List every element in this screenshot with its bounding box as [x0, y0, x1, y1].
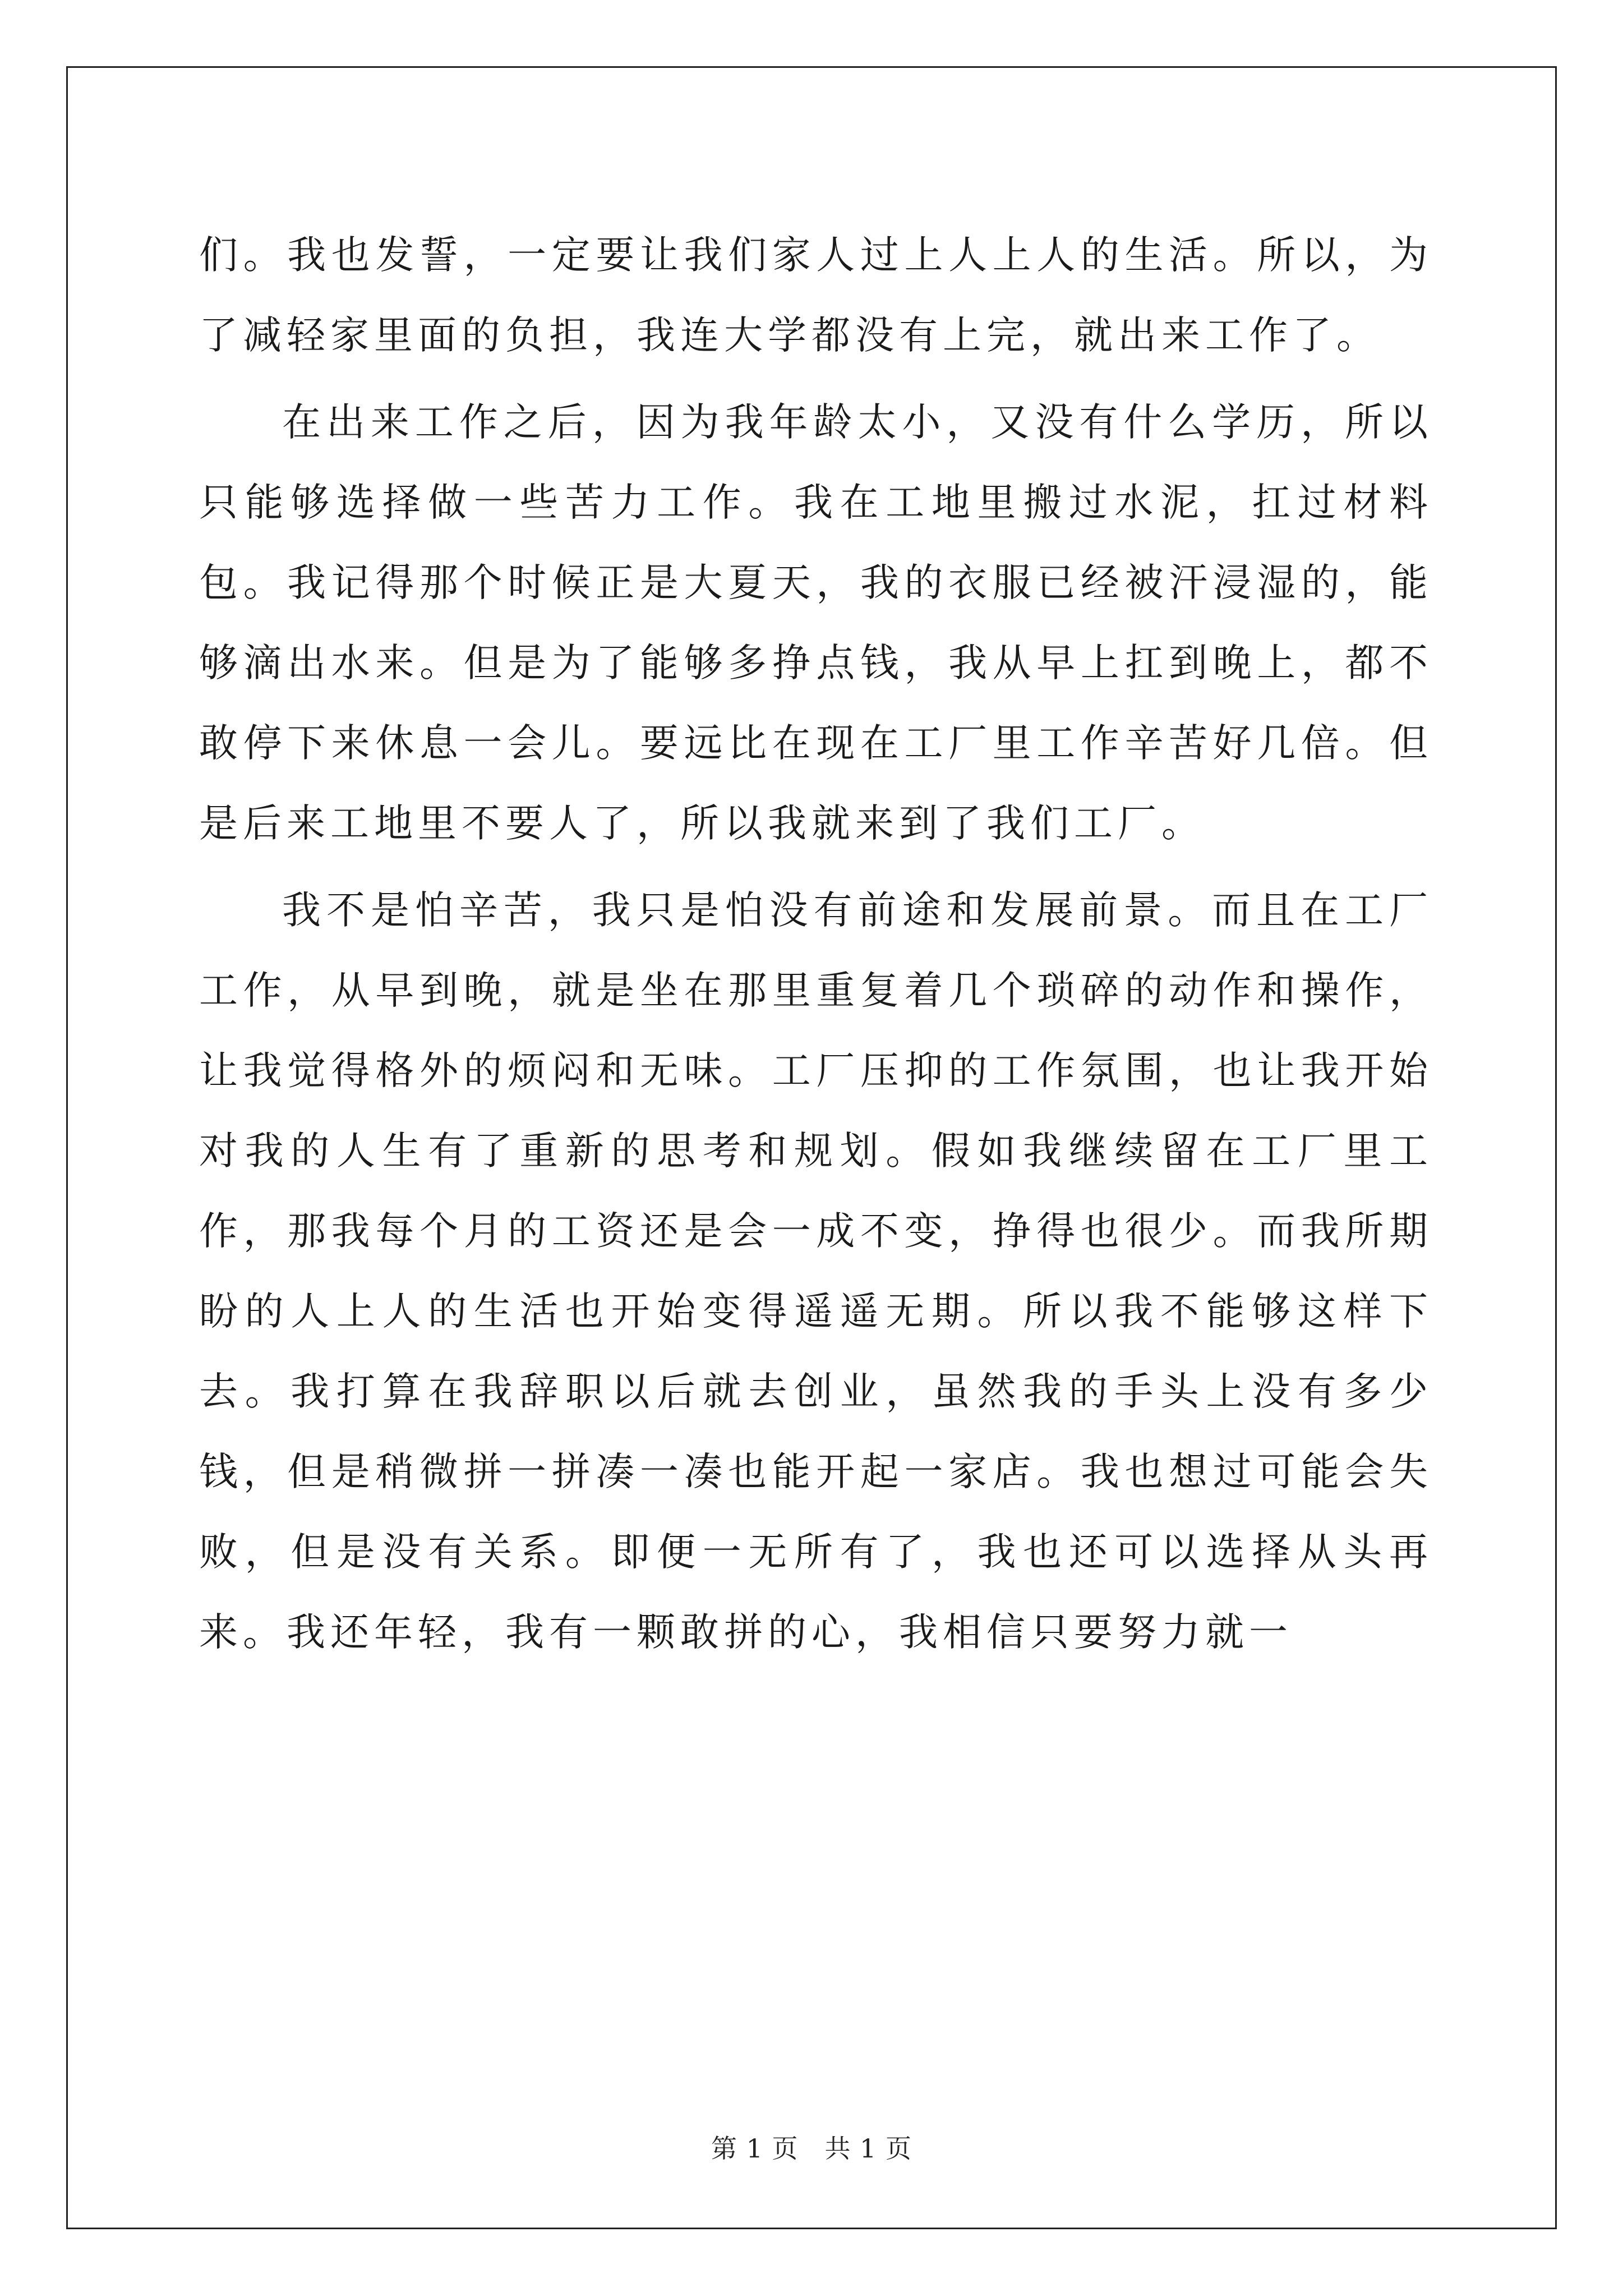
- page-footer: [0, 2128, 1623, 2165]
- paragraph-1: 们。我也发誓，一定要让我们家人过上人上人的生活。所以，为了减轻家里面的负担，我连大学都没有上完，就出来工作了。: [199, 233, 1433, 358]
- page-total: 共 1 页: [824, 2133, 912, 2164]
- document-body: [199, 215, 1433, 1680]
- page-number: 第 1 页: [711, 2133, 799, 2164]
- paragraph-3: 我不是怕辛苦，我只是怕没有前途和发展前景。而且在工厂工作，从早到晚，就是坐在那里重复着几个琐碎的动作和操作，让我觉得格外的烦闷和无味。工厂压抑的工作氛围，也让我开始对我的人生有了重新的思考和规划。假如我继续留在工厂里工作，那我每个月的工资还是会一成不变，挣得也很少。而我所期盼的人上人的生活也开始变得遥遥无期。所以我不能够这样下去。我打算在我辞职以后就去创业，虽然我的手头上没有多少钱，但是稍微拼一拼凑一凑也能开起一家店。我也想过可能会失败，但是没有关系。即便一无所有了，我也还可以选择从头再来。我还年轻，我有一颗敢拼的心，我相信只要努力就一: [199, 888, 1433, 1655]
- paragraph-2: 在出来工作之后，因为我年龄太小，又没有什么学历，所以只能够选择做一些苦力工作。我在工地里搬过水泥，扛过材料包。我记得那个时候正是大夏天，我的衣服已经被汗浸湿的，能够滴出水来。但是为了能够多挣点钱，我从早上扛到晚上，都不敢停下来休息一会儿。要远比在现在工厂里工作辛苦好几倍。但是后来工地里不要人了，所以我就来到了我们工厂。: [199, 400, 1433, 846]
